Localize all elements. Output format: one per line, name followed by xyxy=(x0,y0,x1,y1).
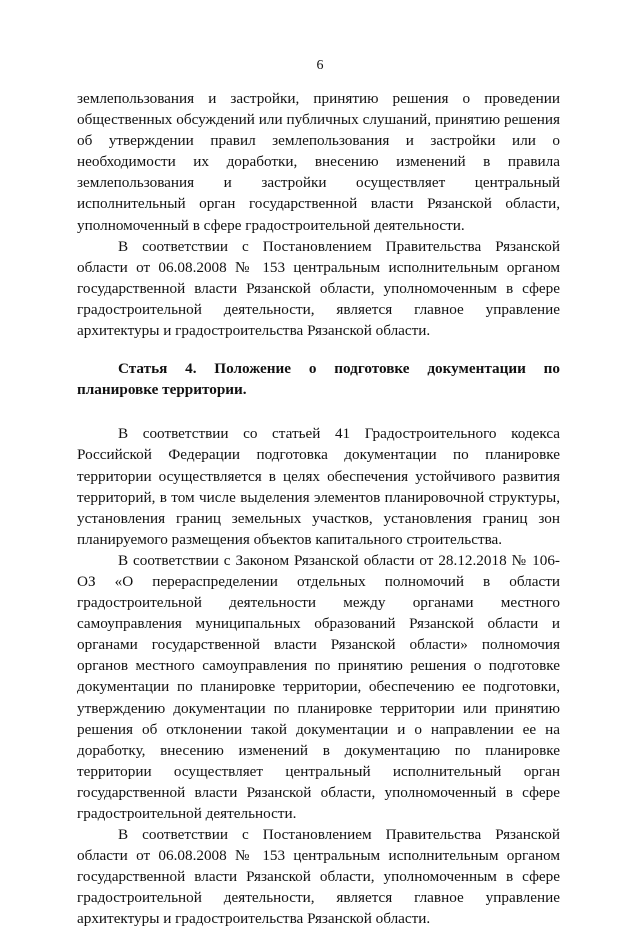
paragraph: В соответствии с Законом Рязанской области от 28.12.2018 № 106-ОЗ «О перераспределении отдельных полномочий в области градостроительной деятельности между органами местного самоуправления муниципальных образований Рязанской области и органами государственной власти Рязанской области» полномочия органов местного самоуправления по принятию решения о подготовке документации по планировке территории, обеспечению ее подготовки, утверждению документации по планировке территории или принятию решения об отклонении такой документации и о направлении ее на доработку, внесению изменений в документацию по планировке территории осуществляет центральный исполнительный орган государственной власти Рязанской области, уполномоченный в сфере градостроительной деятельности. xyxy=(77,551,560,822)
document-body xyxy=(77,88,560,930)
paragraph: В соответствии со статьей 41 Градостроительного кодекса Российской Федерации подготовка документации по планировке территории осуществляется в целях обеспечения устойчивого развития территорий, в том числе выделения элементов планировочной структуры, установления границ земельных участков, установления границ зон планируемого размещения объектов капитального строительства. xyxy=(77,425,560,548)
paragraph: В соответствии с Постановлением Правительства Рязанской области от 06.08.2008 № 153 центральным исполнительным органом государственной власти Рязанской области, уполномоченным в сфере градостроительной деятельности, является главное управление архитектуры и градостроительства Рязанской области. xyxy=(77,826,560,928)
page-number: 6 xyxy=(316,58,324,73)
article-heading: Статья 4. Положение о подготовке документации по планировке территории. xyxy=(77,360,560,399)
paragraph: В соответствии с Постановлением Правительства Рязанской области от 06.08.2008 № 153 центральным исполнительным органом государственной власти Рязанской области, уполномоченным в сфере градостроительной деятельности, является главное управление архитектуры и градостроительства Рязанской области. xyxy=(77,237,560,340)
paragraph-continuation: землепользования и застройки, принятию решения о проведении общественных обсуждений или публичных слушаний, принятию решения об утверждении правил землепользования и застройки или о необходимости их доработки, внесению изменений в правила землепользования и застройки осуществляет центральный исполнительный орган государственной власти Рязанской области, уполномоченный в сфере градостроительной деятельности. xyxy=(77,90,560,234)
